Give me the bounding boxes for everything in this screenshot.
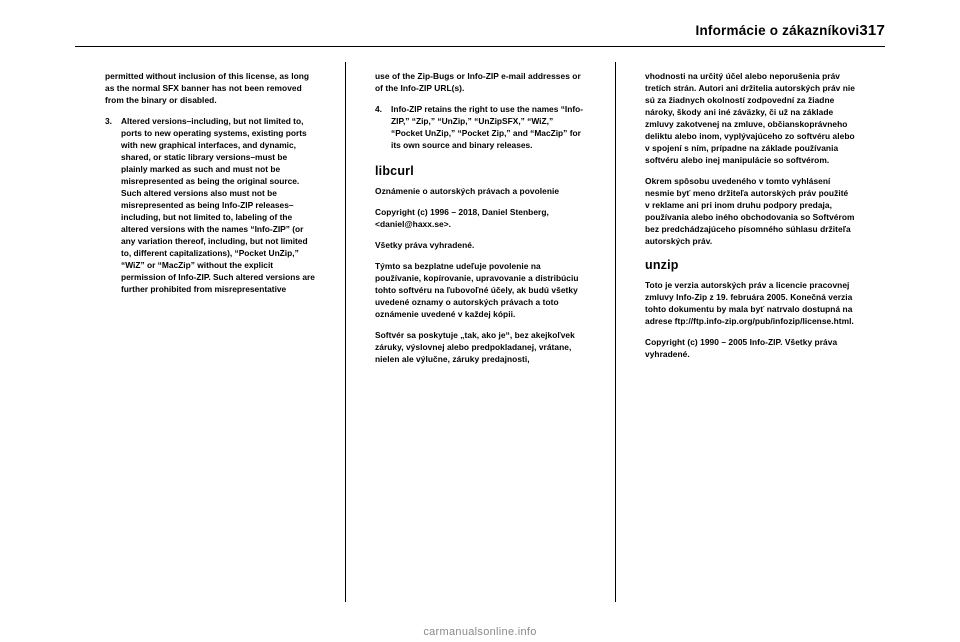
list-item-number: 4. [375,104,382,114]
header-page-number: 317 [859,22,885,39]
footer-watermark: carmanualsonline.info [423,626,537,638]
paragraph: permitted without inclusion of this license, as long as the normal SFX banner has not been removed from the binary or disabled. [105,71,310,105]
header-title: Informácie o zákazníkovi [695,23,860,38]
paragraph: Softvér sa poskytuje „tak, ako je“, bez akejkoľvek záruky, výslovnej alebo predpokladanej, vrátane, nielen ale výlučne, záruky predajnosti, [375,330,575,364]
section-heading-unzip: unzip [645,258,679,272]
text-column-1 [105,70,315,304]
paragraph: Okrem spôsobu uvedeného v tomto vyhlásení nesmie byť meno držiteľa autorských práv použité v reklame ani pri inom druhu podpory predaja, používania alebo iného obchodovania so Softvérom bez predchádzajúceho písomného súhlasu držiteľa autorských práv. [645,176,855,246]
column-divider-2 [615,62,616,602]
paragraph: Toto je verzia autorských práv a licencie pracovnej zmluvy Info-Zip z 19. februára 2005. Konečná verzia tohto dokumentu by mala byť natrvalo dostupná na adrese ftp://ftp.info-zip.org/pub/infozip/license.html. [645,280,854,326]
column-divider-1 [345,62,346,602]
list-item-text: Altered versions–including, but not limited to, ports to new operating systems, existing ports with new graphical interfaces, and dynamic, shared, or static library versions–must be plainly marked as such and must not be misrepresented as being the original source. Such altered versions also must not be misrepresented as being Info-ZIP releases–including, but not limited to, labeling of the altered versions with the names “Info-ZIP” (or any variation thereof, including, but not limited to, different capitalizations), “Pocket UnZip,” “WiZ” or “MacZip” without the explicit permission of Info-ZIP. Such altered versions are further prohibited from misrepresentative [121,116,315,294]
paragraph: use of the Zip-Bugs or Info-ZIP e-mail addresses or of the Info-ZIP URL(s). [375,71,581,93]
paragraph: vhodnosti na určitý účel alebo neporušenia práv tretích strán. Autori ani držitelia autorských práv nie sú za žiadnych okolností zodpovední za žiadne nároky, škody ani iné záväzky, či už na základe zmluvy zakotvenej na zmluve, občianskoprávneho deliktu alebo inom, vyplývajúceho zo softvéru alebo v spojení s ním, prípadne na základe používania softvéru alebo inej manipulácie so softvérom. [645,71,856,165]
list-item [375,103,585,151]
text-column-2 [375,70,585,374]
list-item-text: Info-ZIP retains the right to use the names “Info-ZIP,” “Zip,” “UnZip,” “UnZipSFX,” “WiZ,” “Pocket UnZip,” “Pocket Zip,” and “MacZip” for its own source and binary releases. [391,104,584,150]
header-divider [75,46,885,47]
section-heading-libcurl: libcurl [375,164,414,178]
list-item [105,115,315,295]
text-column-3 [645,70,855,369]
paragraph: Copyright (c) 1996 – 2018, Daniel Stenberg, <daniel@haxx.se>. [375,207,549,229]
list-item-number: 3. [105,116,112,126]
paragraph: Všetky práva vyhradené. [375,240,475,250]
paragraph: Týmto sa bezplatne udeľuje povolenie na používanie, kopírovanie, upravovanie a distribúciu tohto softvéru na ľubovoľné účely, ak budú všetky uvedené oznamy o autorských právach a toto oznámenie uvedené v každej kópii. [375,261,579,319]
paragraph: Oznámenie o autorských právach a povolenie [375,186,560,196]
page-header [75,22,885,39]
paragraph: Copyright (c) 1990 – 2005 Info-ZIP. Všetky práva vyhradené. [645,337,838,359]
